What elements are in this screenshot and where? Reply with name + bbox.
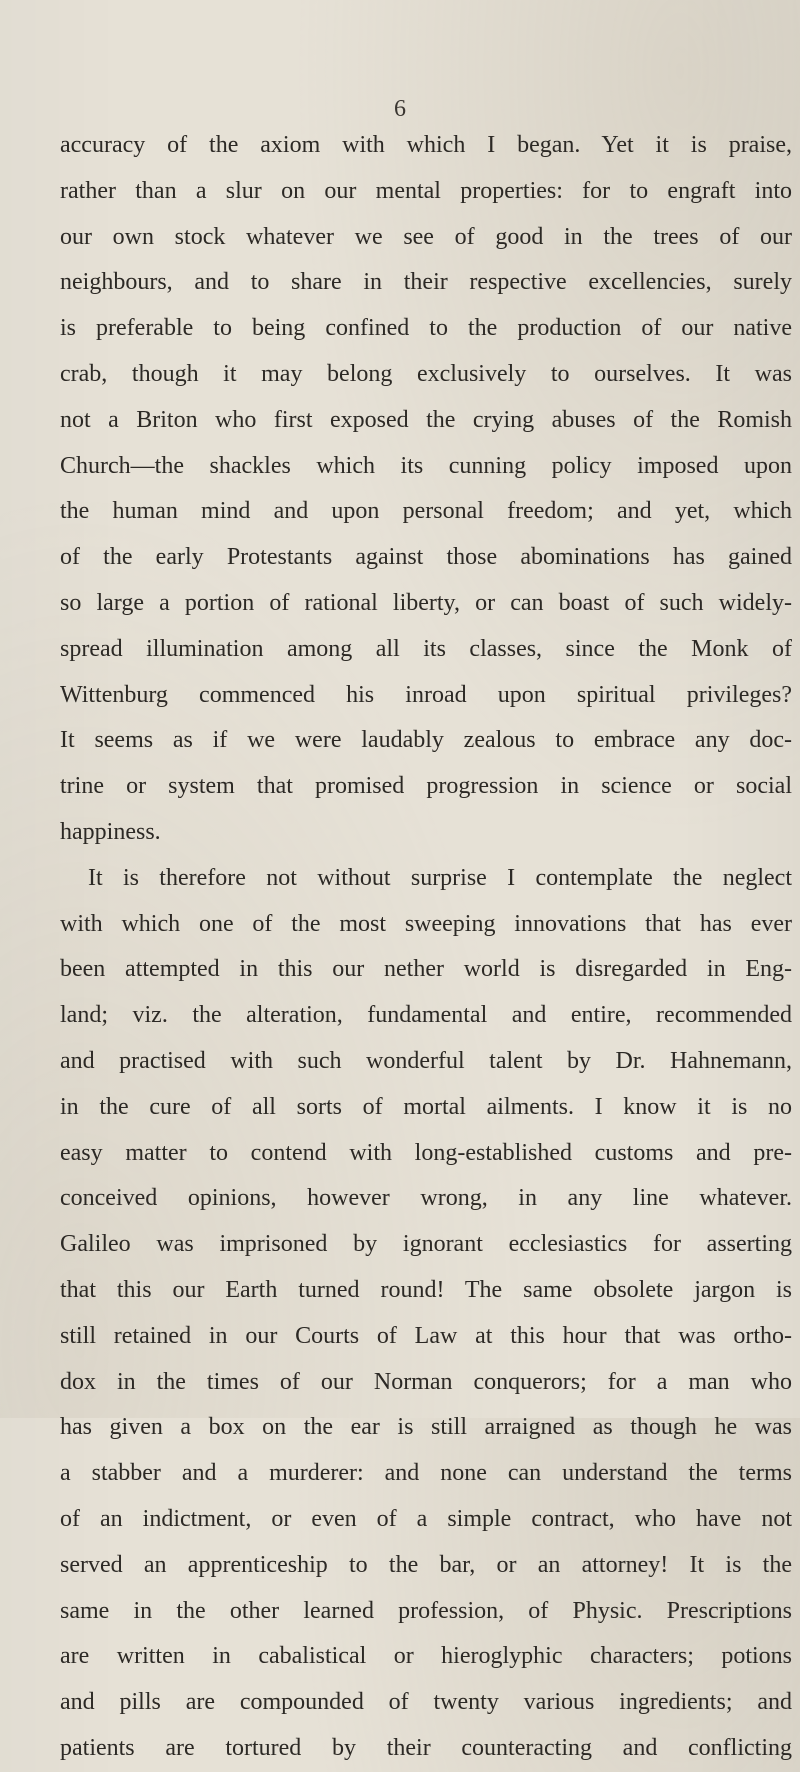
body-text bbox=[60, 123, 792, 1772]
text-line: patients are tortured by their counteracting and conflicting bbox=[60, 1734, 792, 1761]
text-line: in the cure of all sorts of mortal ailments. I know it is no bbox=[60, 1093, 792, 1120]
text-line: with which one of the most sweeping innovations that has ever bbox=[60, 910, 792, 937]
text-line: still retained in our Courts of Law at this hour that was ortho- bbox=[60, 1322, 792, 1349]
page-number: 6 bbox=[394, 96, 406, 122]
paragraph bbox=[60, 123, 792, 856]
text-line: and practised with such wonderful talent by Dr. Hahnemann, bbox=[60, 1047, 792, 1074]
text-line: so large a portion of rational liberty, or can boast of such widely- bbox=[60, 589, 792, 616]
text-line: Church—the shackles which its cunning policy imposed upon bbox=[60, 452, 792, 479]
text-line: trine or system that promised progression in science or social bbox=[60, 773, 792, 800]
text-line: crab, though it may belong exclusively to ourselves. It was bbox=[60, 360, 792, 387]
text-line: that this our Earth turned round! The same obsolete jargon is bbox=[60, 1276, 792, 1303]
text-line: same in the other learned profession, of Physic. Prescriptions bbox=[60, 1597, 792, 1624]
text-line: been attempted in this our nether world is disregarded in Eng- bbox=[60, 956, 792, 983]
text-line: conceived opinions, however wrong, in any line whatever. bbox=[60, 1185, 792, 1212]
text-line: our own stock whatever we see of good in the trees of our bbox=[60, 223, 792, 250]
paragraph bbox=[60, 856, 792, 1772]
text-line: of the early Protestants against those abominations has gained bbox=[60, 544, 792, 571]
text-line: neighbours, and to share in their respective excellencies, surely bbox=[60, 269, 792, 296]
text-line: of an indictment, or even of a simple contract, who have not bbox=[60, 1505, 792, 1532]
text-line: It is therefore not without surprise I contemplate the neglect bbox=[88, 864, 792, 891]
text-line: happiness. bbox=[60, 818, 161, 845]
text-line: the human mind and upon personal freedom; and yet, which bbox=[60, 498, 792, 525]
text-line: land; viz. the alteration, fundamental and entire, recommended bbox=[60, 1002, 792, 1029]
text-line: are written in cabalistical or hieroglyphic characters; potions bbox=[60, 1643, 792, 1670]
text-line: Galileo was imprisoned by ignorant ecclesiastics for asserting bbox=[60, 1231, 792, 1258]
text-line: easy matter to contend with long-established customs and pre- bbox=[60, 1139, 792, 1166]
text-line: spread illumination among all its classes, since the Monk of bbox=[60, 635, 792, 662]
text-line: a stabber and a murderer: and none can understand the terms bbox=[60, 1460, 792, 1487]
text-line: and pills are compounded of twenty various ingredients; and bbox=[60, 1689, 792, 1716]
text-line: is preferable to being confined to the production of our native bbox=[60, 315, 792, 342]
text-line: served an apprenticeship to the bar, or an attorney! It is the bbox=[60, 1551, 792, 1578]
text-line: It seems as if we were laudably zealous to embrace any doc- bbox=[60, 727, 792, 754]
text-line: accuracy of the axiom with which I began. Yet it is praise, bbox=[60, 132, 792, 158]
text-line: Wittenburg commenced his inroad upon spiritual privileges? bbox=[60, 681, 792, 708]
text-line: dox in the times of our Norman conquerors; for a man who bbox=[60, 1368, 792, 1395]
text-line: not a Briton who first exposed the crying abuses of the Romish bbox=[60, 406, 792, 433]
text-line: has given a box on the ear is still arraigned as though he was bbox=[60, 1414, 792, 1441]
text-line: rather than a slur on our mental properties: for to engraft into bbox=[60, 177, 792, 204]
